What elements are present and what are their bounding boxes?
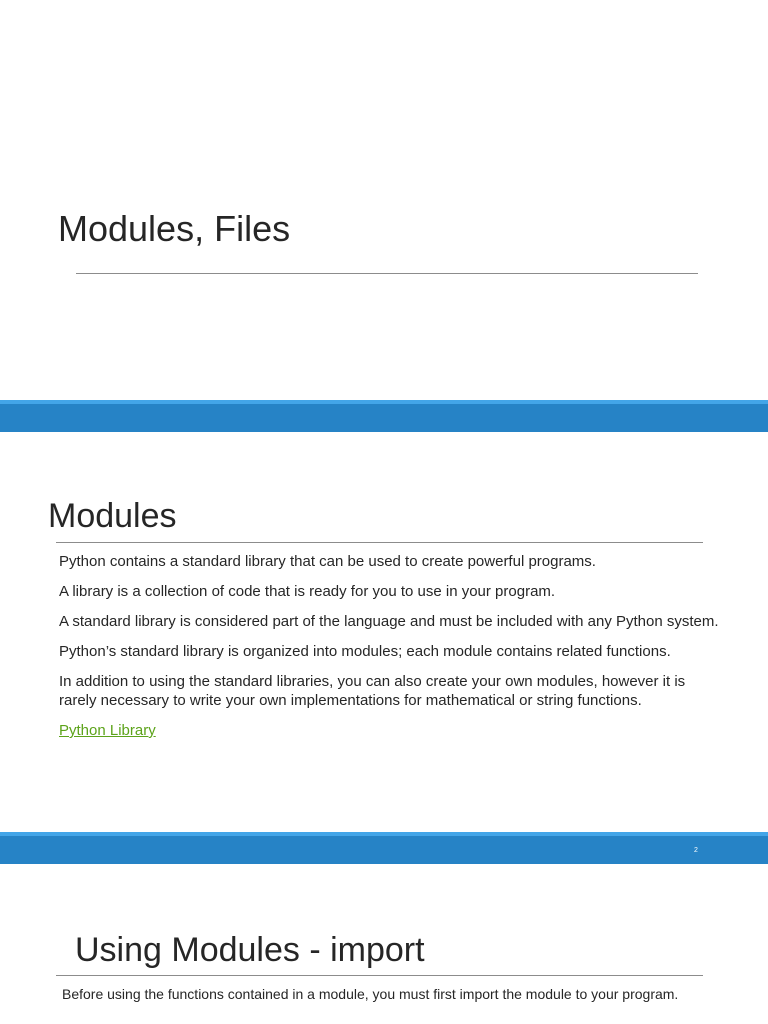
bullet-item: Python contains a standard library that can be used to create powerful programs. (59, 553, 596, 570)
python-library-link-item (56, 721, 724, 740)
slide3-body-text: Before using the functions contained in a module, you must first import the module to your program. (62, 986, 679, 1002)
slide1-divider (76, 273, 698, 274)
python-library-link[interactable]: Python Library (59, 722, 156, 739)
slide2-title: Modules (48, 497, 177, 535)
bullet-item: A standard library is considered part of the language and must be included with any Python system. (59, 613, 719, 630)
bullet-item: In addition to using the standard libraries, you can also create your own modules, however it is rarely necessary to write your own implementations for mathematical or string functions. (59, 673, 686, 709)
slide1-title: Modules, Files (58, 208, 291, 249)
slide-separator-band (0, 400, 768, 432)
bullet-item: Python’s standard library is organized into modules; each module contains related functions. (59, 643, 671, 660)
bullet-item: A library is a collection of code that is ready for you to use in your program. (59, 583, 556, 600)
slide3-title: Using Modules - import (75, 931, 425, 969)
slide3-divider (56, 975, 703, 976)
slide-number: 2 (694, 847, 698, 854)
slide2-bullet-list (56, 552, 724, 751)
slide-footer-band (0, 832, 768, 864)
slide2-divider (56, 542, 703, 543)
